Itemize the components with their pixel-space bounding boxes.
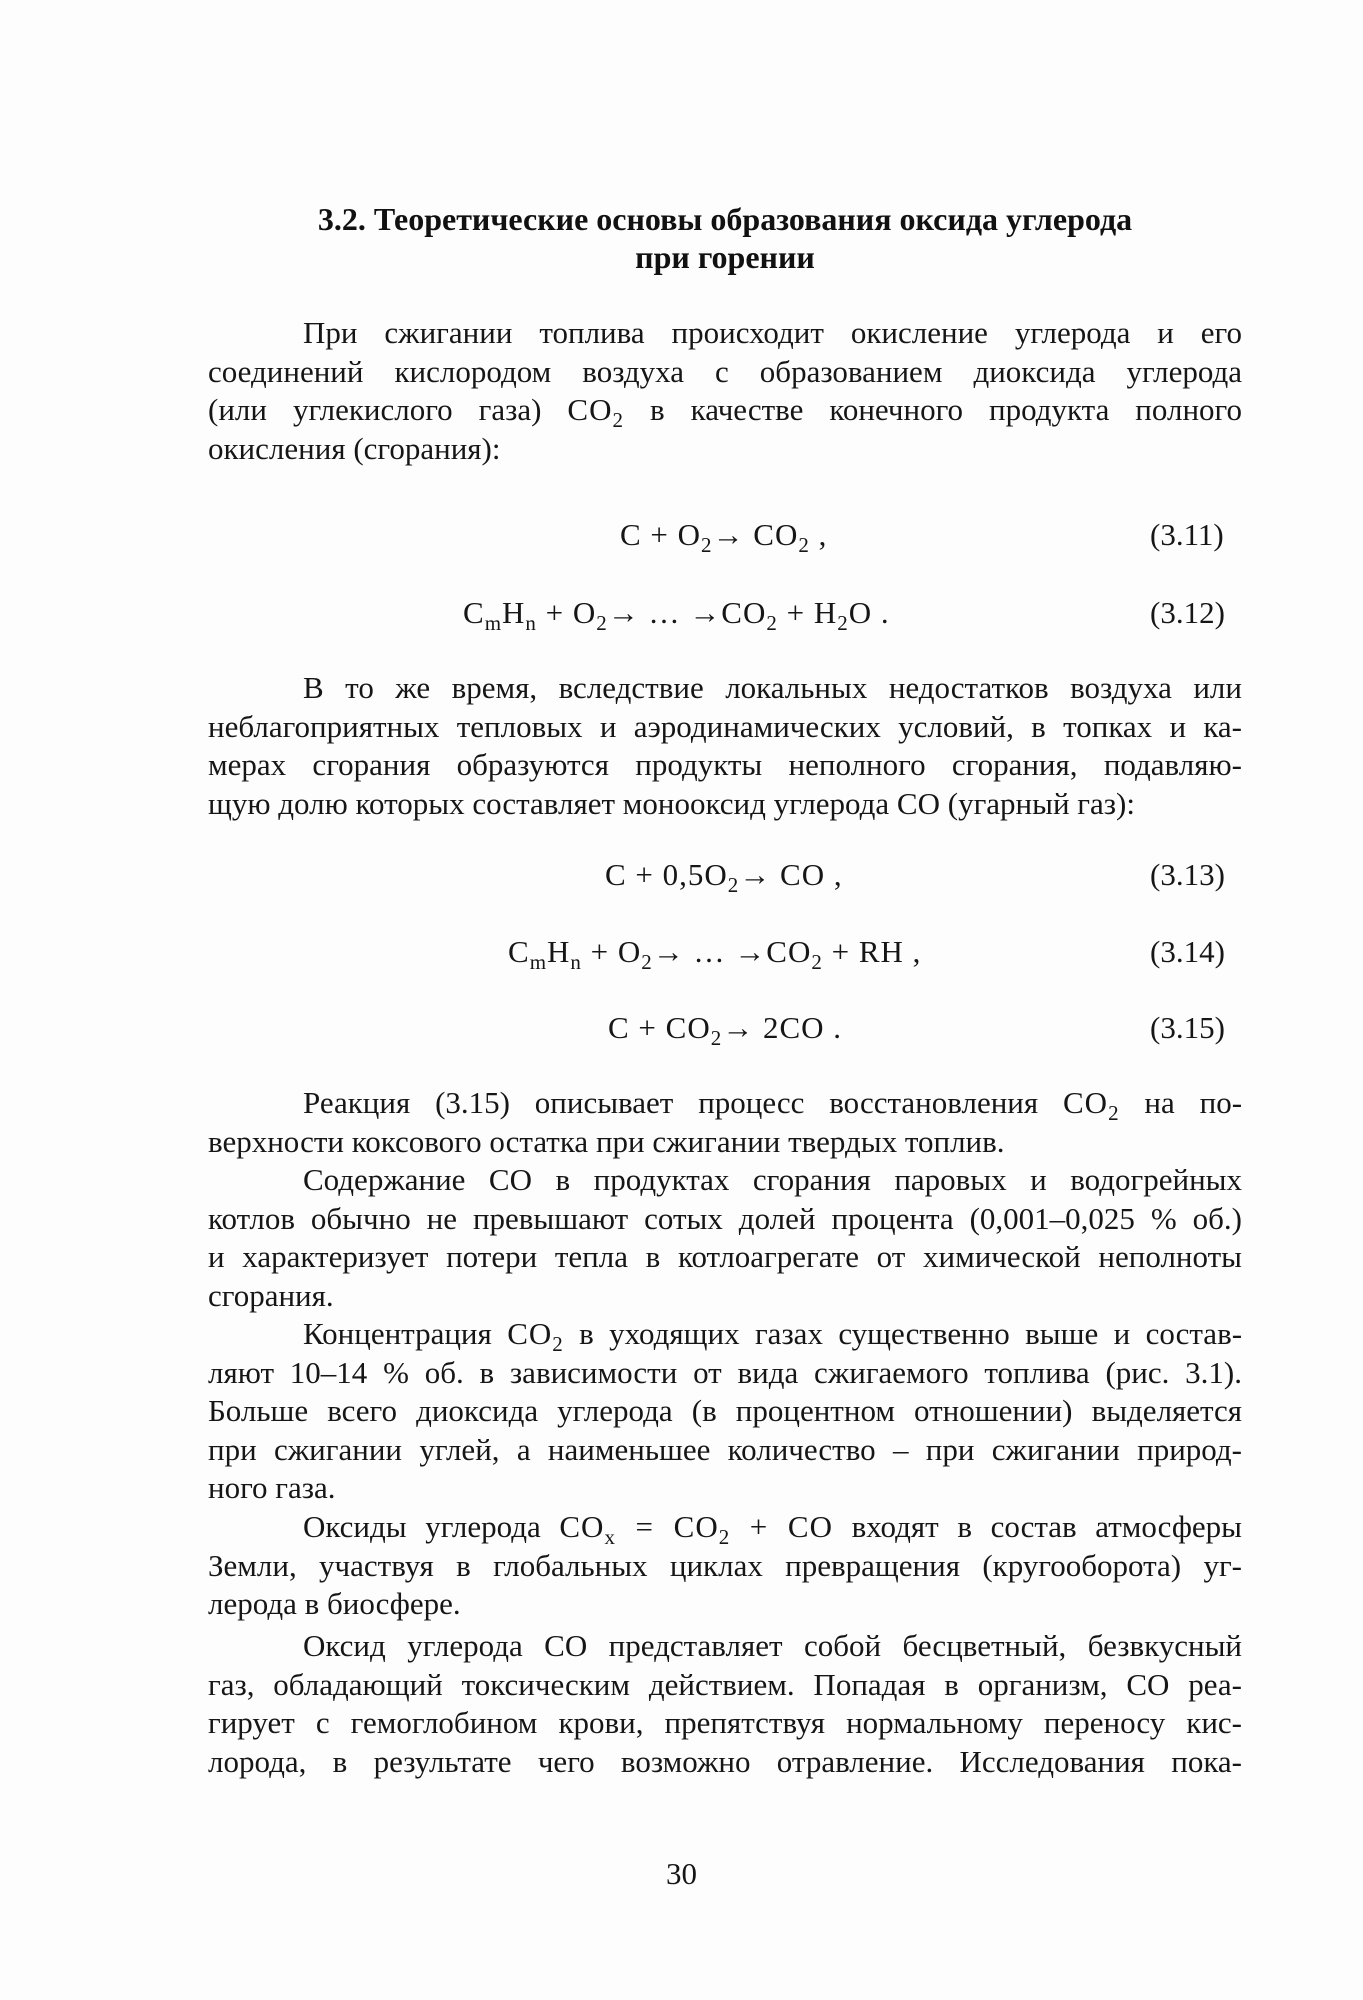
paragraph-3: [208, 1084, 1242, 1161]
p6-line-2: Земли, участвуя в глобальных циклах превращения (кругооборота) уг-: [208, 1547, 1242, 1583]
p4-line-4: сгорания.: [208, 1277, 334, 1313]
section-heading: [208, 200, 1242, 276]
p4-line-1: Содержание СО в продуктах сгорания паровых и водогрейных: [303, 1162, 1242, 1197]
p7-line-2: газ, обладающий токсическим действием. Попадая в организм, СО реа-: [208, 1666, 1242, 1702]
p7-line-4: лорода, в результате чего возможно отравление. Исследования пока-: [208, 1743, 1242, 1779]
p2-line-4: щую долю которых составляет монооксид углерода СО (угарный газ):: [208, 785, 1135, 821]
p2-line-2: неблагоприятных тепловых и аэродинамических условий, в топках и ка-: [208, 708, 1242, 744]
p5-line-1: Концентрация $CO_2$ в уходящих газах существенно выше и состав-: [303, 1316, 1243, 1356]
paragraph-6: [208, 1508, 1242, 1624]
p7-line-3: гирует с гемоглобином крови, препятствуя нормальному переносу кис-: [208, 1705, 1242, 1740]
heading-line-1: 3.2. Теоретические основы образования оксида углерода: [317, 201, 1133, 237]
p6-line-1: Оксиды углерода $CO_x = CO_2$ + CO входят в состав атмосферы: [303, 1509, 1242, 1549]
p2-line-1: В то же время, вследствие локальных недостатков воздуха или: [303, 670, 1242, 705]
paragraph-1: [208, 314, 1242, 468]
p3-line-2: верхности коксового остатка при сжигании твердых топлив.: [208, 1123, 1005, 1159]
paragraph-5: [208, 1315, 1242, 1508]
equation-number-3-12: (3.12): [1150, 595, 1225, 630]
p1-line-3: (или углекислого газа) $CO_2$ в качестве конечного продукта полного: [208, 392, 1242, 432]
p5-line-5: ного газа.: [208, 1470, 336, 1505]
p1-line-1: При сжигании топлива происходит окисление углерода и его: [303, 315, 1242, 350]
p4-line-3: и характеризует потери тепла в котлоагрегате от химической неполноты: [208, 1239, 1242, 1274]
p5-line-3: Больше всего диоксида углерода (в процентном отношении) выделяется: [208, 1393, 1242, 1428]
equation-number-3-15: (3.15): [1150, 1010, 1225, 1045]
p1-line-2: соединений кислородом воздуха с образованием диоксида углерода: [208, 353, 1242, 389]
p5-line-2: ляют 10–14 % об. в зависимости от вида сжигаемого топлива (рис. 3.1).: [208, 1354, 1242, 1390]
paragraph-4: [208, 1161, 1242, 1315]
equation-number-3-13: (3.13): [1150, 857, 1225, 892]
equation-3-12: $C_mH_n + O_2\to$ … $\to CO_2 + H_2O$ .: [463, 595, 890, 635]
p3-line-1: Реакция (3.15) описывает процесс восстановления $CO_2$ на по-: [303, 1085, 1243, 1125]
paragraph-7: [208, 1627, 1242, 1781]
paragraph-2: [208, 669, 1242, 823]
p4-line-2: котлов обычно не превышают сотых долей процента (0,001–0,025 % об.): [208, 1200, 1242, 1236]
equation-number-3-11: (3.11): [1150, 517, 1224, 552]
p7-line-1: Оксид углерода СО представляет собой бесцветный, безвкусный: [303, 1628, 1242, 1663]
equation-number-3-14: (3.14): [1150, 934, 1225, 969]
page-number: 30: [666, 1856, 697, 1891]
heading-line-2: при горении: [635, 239, 815, 275]
p1-line-4: окисления (сгорания):: [208, 430, 501, 466]
equation-3-15: $C + CO_2\to 2CO$ .: [608, 1010, 843, 1050]
equation-3-14: $C_mH_n + O_2\to$ … $\to CO_2$ + RH ,: [508, 934, 922, 974]
p5-line-4: при сжигании углей, а наименьшее количество – при сжигании природ-: [208, 1431, 1242, 1467]
equation-3-13: $C + 0,5O_2\to$ CO ,: [605, 857, 843, 897]
p2-line-3: мерах сгорания образуются продукты неполного сгорания, подавляю-: [208, 747, 1242, 782]
equation-3-11: $C + O_2\to CO_2$ ,: [620, 517, 828, 557]
cox-formula: $CO_x = CO_2$ + CO: [559, 1509, 833, 1549]
p6-line-3: лерода в биосфере.: [208, 1586, 461, 1621]
